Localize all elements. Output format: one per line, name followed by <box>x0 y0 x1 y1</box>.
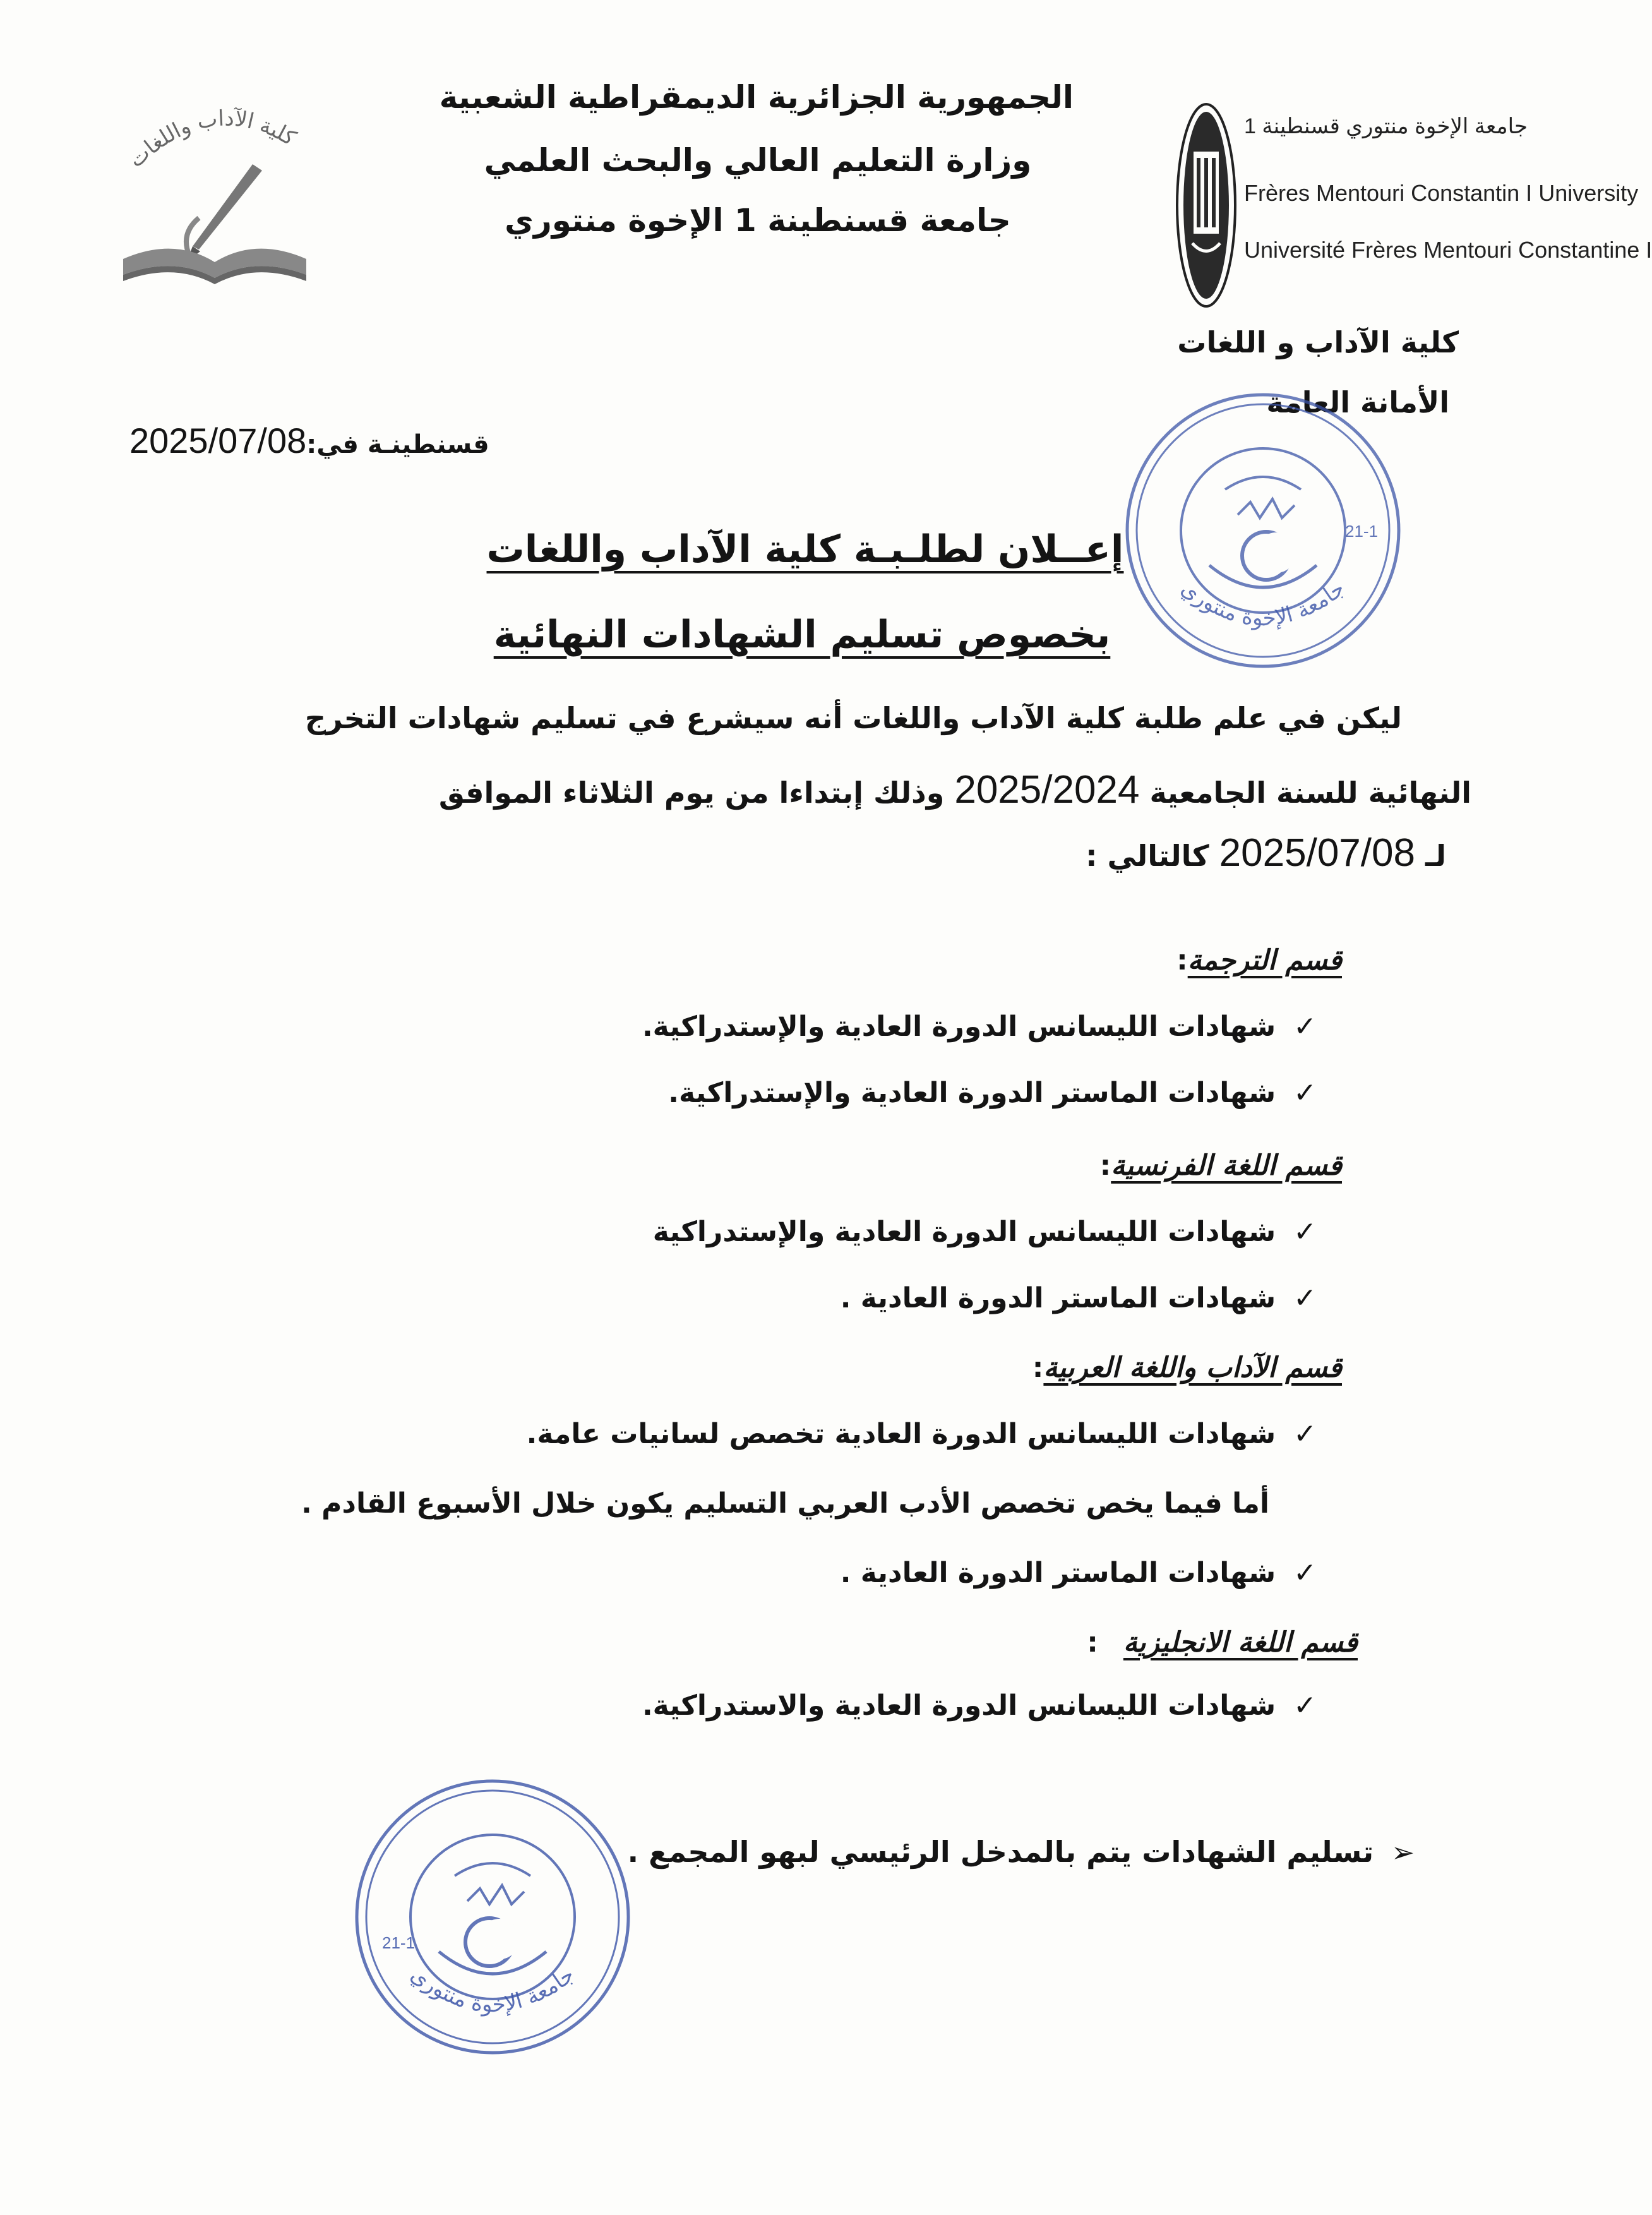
section-french-heading: قسم اللغة الفرنسية: <box>1099 1150 1342 1182</box>
stamp-bottom-number: 21-1 <box>382 1933 416 1952</box>
section-english-heading: قسم اللغة الانجليزية: <box>1087 1626 1358 1659</box>
check-icon: ✓ <box>1293 1557 1317 1589</box>
check-icon: ✓ <box>1293 1418 1317 1450</box>
check-icon: ✓ <box>1293 1690 1317 1722</box>
intro-line-3 <box>1086 831 1446 875</box>
list-item: ✓شهادات الليسانس الدورة العادية والاستدراكية. <box>642 1690 1317 1722</box>
check-icon: ✓ <box>1293 1011 1317 1043</box>
issuer-office: الأمانة العامة <box>1266 385 1449 419</box>
list-item: ✓شهادات الليسانس الدورة العادية والإستدراكية <box>652 1216 1317 1248</box>
svg-text:كلية الآداب واللغات <box>124 105 301 172</box>
list-item: ✓شهادات الماستر الدورة العادية والإستدراكية. <box>668 1077 1317 1109</box>
svg-text:جامعة الإخوة منتوري <box>406 1962 580 2017</box>
university-logo <box>1175 95 1652 316</box>
book-pen-icon <box>104 88 319 291</box>
announcement-title: إعــلان لطلـبـة كلية الآداب واللغات <box>486 527 1124 572</box>
announcement-subtitle: بخصوص تسليم الشهادات النهائية <box>493 613 1111 657</box>
document-date <box>129 420 489 461</box>
arrow-bullet-icon: ➢ <box>1391 1837 1415 1869</box>
list-item: ✓شهادات الليسانس الدورة العادية تخصص لسانيات عامة. <box>526 1418 1317 1450</box>
intro-line-2-start: النهائية للسنة الجامعية <box>1149 776 1471 810</box>
list-item: ✓شهادات الماستر الدورة العادية . <box>840 1282 1317 1314</box>
university-logo-fr: Université Frères Mentouri Constantine I <box>1244 237 1652 263</box>
university-emblem-icon <box>1175 101 1238 309</box>
intro-line-3-suffix: كالتالي : <box>1086 839 1209 873</box>
header-ministry: وزارة التعليم العالي والبحث العلمي <box>484 142 1032 179</box>
check-icon: ✓ <box>1293 1282 1317 1314</box>
stamp-top-number: 21-1 <box>1345 522 1379 541</box>
header-republic: الجمهورية الجزائرية الديمقراطية الشعبية <box>439 79 1074 116</box>
official-stamp-bottom <box>344 1768 641 2065</box>
date-value: 2025/07/08 <box>129 421 307 460</box>
faculty-logo-text: كلية الآداب واللغات <box>123 105 301 173</box>
section-translation-heading: قسم الترجمة: <box>1176 944 1342 976</box>
intro-line-3-prefix: لـ <box>1425 839 1446 873</box>
section-arabic-heading: قسم الآداب واللغة العربية: <box>1032 1352 1342 1384</box>
intro-line-2 <box>439 767 1471 812</box>
delivery-note: ➢تسليم الشهادات يتم بالمدخل الرئيسي لبهو المجمع . <box>627 1835 1415 1869</box>
intro-line-2-end: وذلك إبتداءا من يوم <box>664 776 945 810</box>
list-item: ✓شهادات الليسانس الدورة العادية والإستدراكية. <box>642 1011 1317 1043</box>
start-date: 2025/07/08 <box>1219 831 1415 875</box>
faculty-logo <box>104 88 319 291</box>
academic-year: 2025/2024 <box>954 768 1140 812</box>
check-icon: ✓ <box>1293 1216 1317 1248</box>
section-arabic-note: أما فيما يخص تخصص الأدب العربي التسليم يكون خلال الأسبوع القادم . <box>301 1487 1269 1520</box>
issuer-faculty: كلية الآداب و اللغات <box>1177 325 1459 359</box>
check-icon: ✓ <box>1293 1077 1317 1109</box>
date-label: قسنطينـة في: <box>306 430 489 459</box>
university-logo-ar: جامعة الإخوة منتوري قسنطينة 1 <box>1244 114 1528 138</box>
intro-line-1: ليكن في علم طلبة كلية الآداب واللغات أنه سيشرع في تسليم شهادات التخرج <box>304 701 1402 735</box>
header-university: جامعة قسنطينة 1 الإخوة منتوري <box>505 202 1011 239</box>
intro-day: الثلاثاء <box>563 776 654 810</box>
university-logo-en: Frères Mentouri Constantin I University <box>1244 180 1639 206</box>
list-item: ✓شهادات الماستر الدورة العادية . <box>840 1557 1317 1589</box>
stamp-top-ring-text: جامعة الإخوة منتوري <box>1176 575 1350 632</box>
stamp-bottom-ring-text: جامعة الإخوة منتوري <box>405 1962 580 2018</box>
svg-text:جامعة الإخوة منتوري <box>1176 575 1350 631</box>
intro-line-2-tail: الموافق <box>438 776 553 810</box>
